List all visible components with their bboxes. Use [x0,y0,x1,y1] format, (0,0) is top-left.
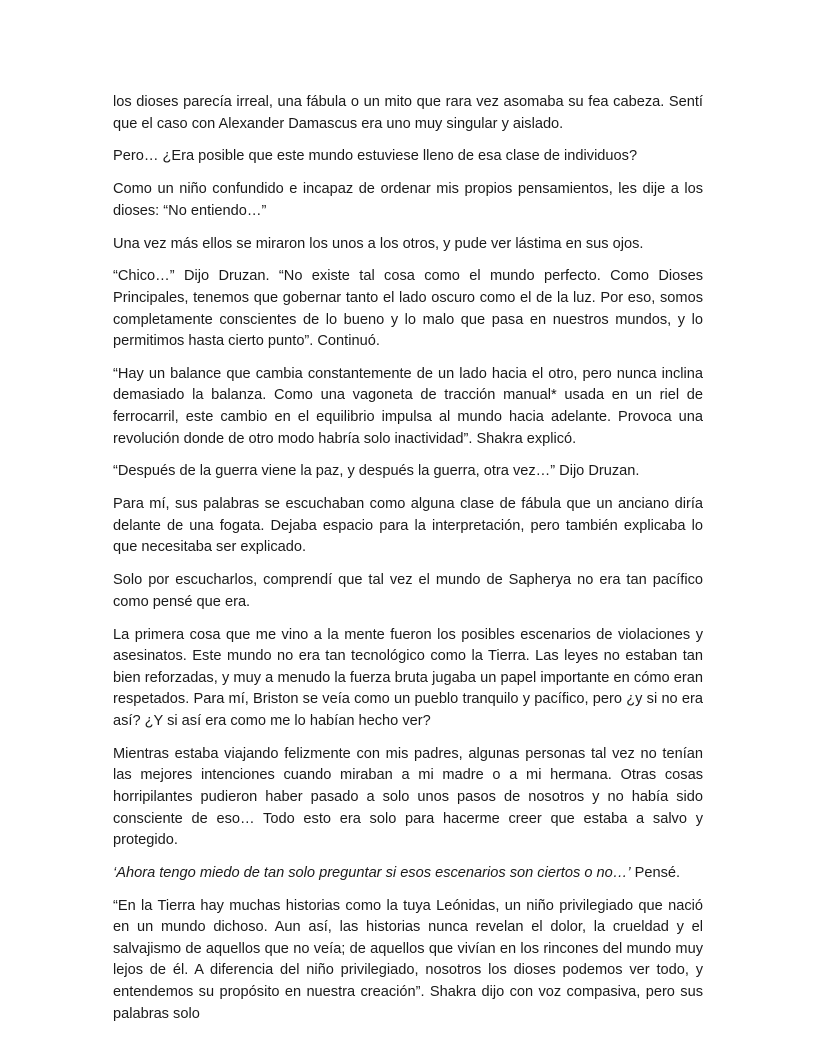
paragraph-7: “Después de la guerra viene la paz, y después la guerra, otra vez…” Dijo Druzan. [113,463,640,480]
paragraph-11: Mientras estaba viajando felizmente con mis padres, algunas personas tal vez no tenían las mejores intenciones cuando miraban a mi madre o a mi hermana. Otras cosas horripilantes pudieron haber pasado a solo unos pasos de nosotros y no había sido consciente de eso… Todo esto era solo para hacerme creer que estaba a salvo y protegido. [113,745,703,849]
paragraph-6: “Hay un balance que cambia constantemente de un lado hacia el otro, pero nunca inclina demasiado la balanza. Como una vagoneta de tracción manual* usada en un riel de ferrocarril, este cambio en el equilibrio impulsa al mundo hacia adelante. Provoca una revolución donde de otro modo habría solo inactividad”. Shakra explicó. [113,365,703,447]
paragraph-4: Una vez más ellos se miraron los unos a los otros, y pude ver lástima en sus ojos. [113,235,644,252]
paragraph-12 [113,863,703,885]
paragraph-2: Pero… ¿Era posible que este mundo estuviese lleno de esa clase de individuos? [113,148,638,165]
paragraph-10: La primera cosa que me vino a la mente fueron los posibles escenarios de violaciones y asesinatos. Este mundo no era tan tecnológico como la Tierra. Las leyes no estaban tan bien reforzadas, y muy a menudo la fuerza bruta jugaba un papel importante en cómo eran respetados. Para mí, Briston se veía como un pueblo tranquilo y pacífico, pero ¿y si no era así? ¿Y si así era como me lo habían hecho ver? [113,626,703,729]
paragraph-8: Para mí, sus palabras se escuchaban como alguna clase de fábula que un anciano diría delante de una fogata. Dejaba espacio para la interpretación, pero también explicaba lo que necesitaba ser explicado. [113,496,703,556]
paragraph-13: “En la Tierra hay muchas historias como la tuya Leónidas, un niño privilegiado que nació en un mundo dichoso. Aun así, las historias nunca revelan el dolor, la crueldad y el salvajismo de aquellos que no veía; de aquellos que vivían en los rincones del mundo muy lejos de él. A diferencia del niño privilegiado, nosotros los dioses podemos ver todo, y entendemos su propósito en nuestra creación”. Shakra dijo con voz compasiva, pero sus palabras solo [113,897,703,1022]
paragraph-1: los dioses parecía irreal, una fábula o un mito que rara vez asomaba su fea cabeza. Sentí que el caso con Alexander Damascus era uno muy singular y aislado. [113,94,703,132]
thought-tag: Pensé. [634,864,681,881]
paragraph-5: “Chico…” Dijo Druzan. “No existe tal cosa como el mundo perfecto. Como Dioses Principales, tenemos que gobernar tanto el lado oscuro como el de la luz. Por eso, somos completamente conscientes de lo bueno y lo malo que pasa en nuestros mundos, y lo permitimos hasta cierto punto”. Continuó. [113,268,703,350]
document-page [113,92,703,1025]
italic-thought: ‘Ahora tengo miedo de tan solo preguntar si esos escenarios son ciertos o no…’ [113,864,631,881]
paragraph-9: Solo por escucharlos, comprendí que tal vez el mundo de Sapherya no era tan pacífico como pensé que era. [113,572,703,610]
paragraph-3: Como un niño confundido e incapaz de ordenar mis propios pensamientos, les dije a los dioses: “No entiendo…” [113,181,703,219]
